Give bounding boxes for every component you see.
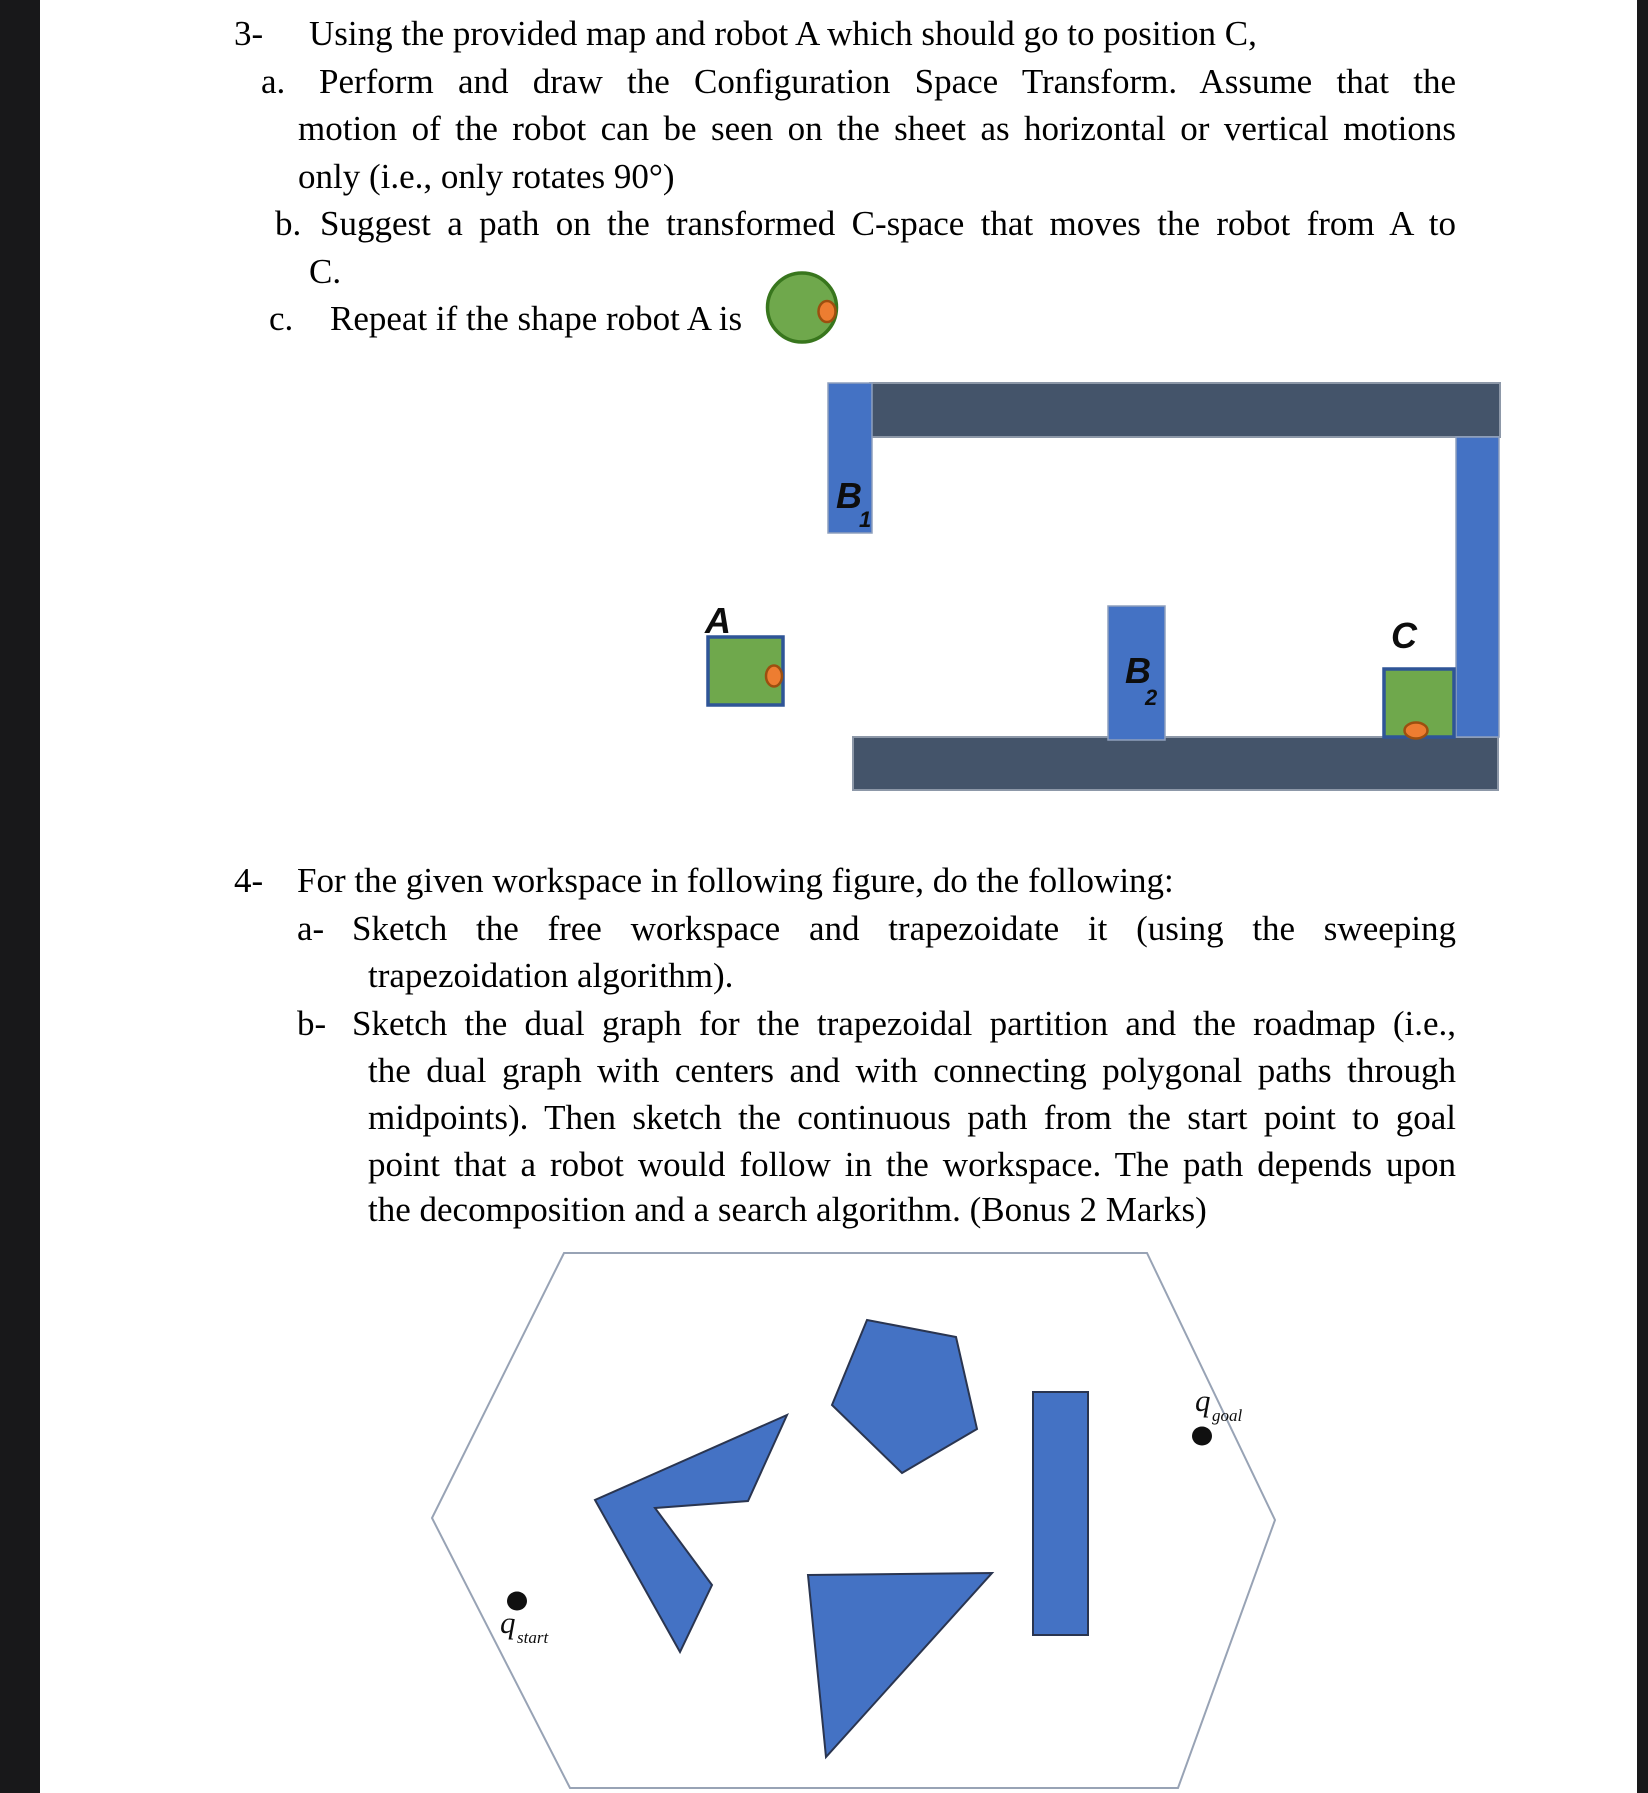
circular-robot-figure [768,273,837,342]
label-b2-subscript: 2 [1145,685,1158,710]
item-b-text: Suggest a path on the transformed C-space that moves the robot from A to [320,204,1456,243]
problem3-item-b-line2: C. [309,252,342,291]
item-a-dash-text: Sketch the free workspace and trapezoidate it (using the sweeping [352,909,1456,948]
label-c: C [1391,615,1417,656]
item-c-marker: c. [269,299,294,338]
problem3-item-a-line3: only (i.e., only rotates 90°) [298,157,675,196]
item-a-text: Perform and draw the Configuration Space Transform. Assume that the [319,62,1456,101]
item-b-dash-text: Sketch the dual graph for the trapezoidal partition and the roadmap (i.e., [352,1004,1456,1043]
problem4-item-a-line2: trapezoidation algorithm). [368,956,734,995]
right-wall-bar [1456,437,1499,737]
obstacle-triangle [808,1573,992,1757]
top-wall [870,383,1500,437]
obstacle-pentagon [832,1320,977,1473]
problem4-item-b-line3: midpoints). Then sketch the continuous path from the start point to goal [368,1098,1456,1137]
item-a-marker: a. [261,62,286,101]
label-q-goal: q [1195,1383,1211,1418]
label-q-start-subscript: start [517,1628,549,1647]
workspace-figure [432,1253,1275,1788]
goal-c-orientation-marker [1405,723,1428,739]
bottom-wall [853,737,1498,790]
problem4-item-b-line2: the dual graph with centers and with connecting polygonal paths through [368,1051,1456,1090]
label-b1: B [836,475,862,516]
problem4-number: 4- [234,861,264,900]
obstacle-rectangle [1033,1392,1088,1635]
circular-robot-orientation-marker [819,301,836,322]
label-b2: B [1125,650,1151,691]
problem4-item-b-line4: point that a robot would follow in the workspace. The path depends upon [368,1145,1456,1184]
item-c-text: Repeat if the shape robot A is [330,299,743,338]
robot-a-orientation-marker [766,666,782,687]
problem3-number: 3- [234,14,264,53]
map-figure [704,383,1500,790]
goal-point-dot [1192,1427,1212,1446]
label-b1-subscript: 1 [859,507,872,532]
problem3-line1-text: Using the provided map and robot A which should go to position C, [309,14,1257,53]
problem4-line1-text: For the given workspace in following figure, do the following: [297,861,1174,900]
problem3-item-a-line2: motion of the robot can be seen on the sheet as horizontal or vertical motions [298,109,1456,148]
problem4-item-b-line5: the decomposition and a search algorithm. (Bonus 2 Marks) [368,1190,1207,1229]
obstacle-chevron [595,1415,787,1652]
item-b-marker: b. [275,204,302,243]
label-q-start: q [500,1605,516,1640]
label-q-goal-subscript: goal [1212,1406,1243,1425]
item-a-dash-marker: a- [297,909,325,948]
item-b-dash-marker: b- [297,1004,327,1043]
label-a: A [705,600,731,641]
